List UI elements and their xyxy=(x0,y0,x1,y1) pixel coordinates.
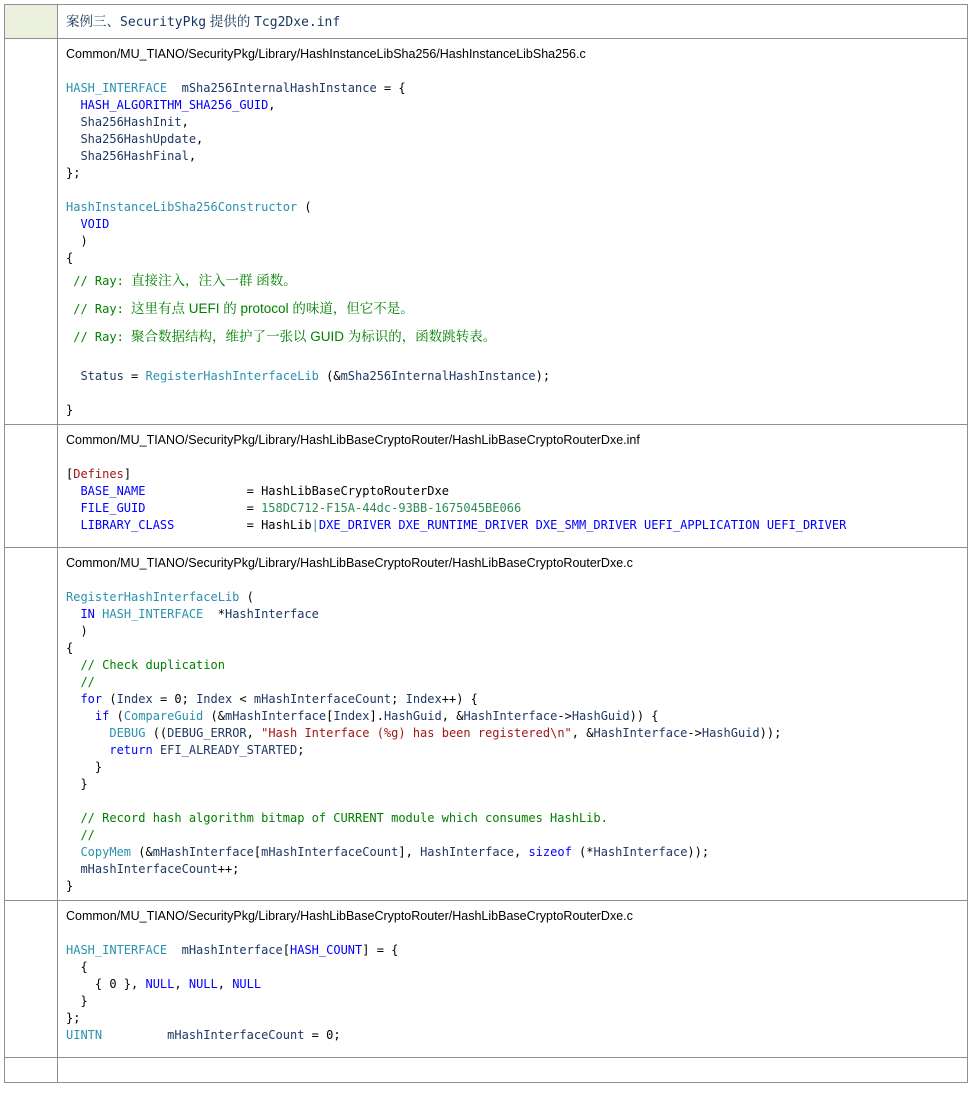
code-span: ); xyxy=(535,369,551,383)
code-span: HashInterface xyxy=(420,845,514,859)
code-span: Common/MU_TIANO/SecurityPkg/Library/HashLibBaseCryptoRouter/HashLibBaseCryptoRouterDxe.inf xyxy=(66,433,640,447)
code-span: HASH_INTERFACE xyxy=(66,81,168,95)
code-line xyxy=(66,793,959,810)
code-line xyxy=(66,216,959,233)
code-line xyxy=(66,500,959,517)
code-span xyxy=(167,943,181,957)
code-span xyxy=(153,743,160,757)
code-span: HashInterface xyxy=(593,726,688,740)
code-span: ] xyxy=(123,467,132,481)
code-line xyxy=(66,449,959,466)
code-span: RegisterHashInterfaceLib xyxy=(145,369,319,383)
code-span: (* xyxy=(571,845,594,859)
code-span: if xyxy=(94,709,110,723)
case-title-row-content xyxy=(58,5,967,38)
code-span: { xyxy=(66,641,74,655)
code-span: [ xyxy=(282,943,290,957)
code-span: = { xyxy=(376,81,406,95)
code-span: CompareGuid xyxy=(123,709,204,723)
code-span: HASH_INTERFACE xyxy=(102,607,204,621)
code-span: BASE_NAME xyxy=(66,484,146,498)
code-span: = 0; xyxy=(152,692,197,706)
code-span: 提供的 xyxy=(206,14,255,29)
code-span: 158DC712-F15A-44dc-93BB-1675045BE066 xyxy=(261,501,522,515)
code-span: }; xyxy=(66,166,81,180)
code-line xyxy=(66,742,959,759)
row-marker-cell xyxy=(5,39,58,424)
code-line xyxy=(66,908,959,925)
code-span: NULL xyxy=(145,977,175,991)
code-line xyxy=(66,589,959,606)
code-span: = xyxy=(145,501,262,515)
code-line xyxy=(66,555,959,572)
code-line xyxy=(66,351,959,368)
code-span: // Record hash algorithm bitmap of CURRENT module which consumes HashLib. xyxy=(66,811,608,825)
code-line xyxy=(66,759,959,776)
code-span: HashInterface xyxy=(463,709,558,723)
cryptorouter-array-row xyxy=(5,901,967,1058)
code-line xyxy=(66,517,959,534)
code-span: IN xyxy=(80,607,95,621)
code-line xyxy=(66,827,959,844)
code-span: HASH_ALGORITHM_SHA256_GUID xyxy=(80,98,269,112)
code-span: Common/MU_TIANO/SecurityPkg/Library/HashLibBaseCryptoRouter/HashLibBaseCryptoRouterDxe.c xyxy=(66,556,633,570)
code-line xyxy=(66,323,959,351)
code-line xyxy=(66,925,959,942)
cryptorouter-register-row xyxy=(5,548,967,901)
code-span: }; xyxy=(66,1011,81,1025)
code-span: SecurityPkg xyxy=(120,15,207,30)
row-marker-cell xyxy=(5,425,58,547)
code-span: 聚合数据结构，维护了一张以 GUID 为标识的，函数跳转表。 xyxy=(131,329,497,344)
cryptorouter-inf-row-content xyxy=(58,425,967,547)
code-span: = HashLibBaseCryptoRouterDxe xyxy=(145,484,449,498)
code-line xyxy=(66,725,959,742)
code-span: { xyxy=(66,251,74,265)
code-span: [ xyxy=(66,467,74,481)
code-span: = xyxy=(123,369,146,383)
code-span: Index xyxy=(405,692,442,706)
code-line xyxy=(66,267,959,295)
hash-instance-lib-sha256-row xyxy=(5,39,967,425)
code-span: DEBUG xyxy=(109,726,146,740)
code-line xyxy=(66,97,959,114)
code-span: HASH_INTERFACE xyxy=(66,943,168,957)
code-span: ], xyxy=(398,845,421,859)
code-span: )); xyxy=(759,726,782,740)
code-span: CopyMem xyxy=(80,845,132,859)
code-span: = HashLib xyxy=(174,518,312,532)
code-line xyxy=(66,1027,959,1044)
code-span xyxy=(66,149,80,163)
code-line xyxy=(66,861,959,878)
code-span xyxy=(66,743,109,757)
code-line xyxy=(66,114,959,131)
code-span: mHashInterfaceCount xyxy=(167,1028,305,1042)
code-line xyxy=(66,708,959,725)
code-span: , & xyxy=(441,709,464,723)
code-line xyxy=(66,402,959,419)
code-span: mSha256InternalHashInstance xyxy=(181,81,377,95)
code-span: ( xyxy=(239,590,254,604)
code-span: , & xyxy=(571,726,594,740)
code-span: )); xyxy=(687,845,710,859)
code-span: , xyxy=(514,845,529,859)
code-span: < xyxy=(232,692,254,706)
code-span xyxy=(66,98,80,112)
code-line xyxy=(66,691,959,708)
code-span: 这里有点 UEFI 的 protocol 的味道，但它不是。 xyxy=(131,301,414,316)
code-span: HashGuid xyxy=(571,709,630,723)
case-title-row xyxy=(5,5,967,39)
code-span: LIBRARY_CLASS xyxy=(66,518,175,532)
code-span: HashInterface xyxy=(224,607,319,621)
code-span: (& xyxy=(318,369,341,383)
code-span: Defines xyxy=(73,467,124,481)
code-span: Common/MU_TIANO/SecurityPkg/Library/HashLibBaseCryptoRouter/HashLibBaseCryptoRouterDxe.c xyxy=(66,909,633,923)
code-span: Common/MU_TIANO/SecurityPkg/Library/HashInstanceLibSha256/HashInstanceLibSha256.c xyxy=(66,47,586,61)
code-span: , xyxy=(188,149,197,163)
code-span: (& xyxy=(131,845,153,859)
code-span: } xyxy=(66,879,74,893)
code-line xyxy=(66,878,959,895)
code-line xyxy=(66,1010,959,1027)
code-span: HASH_COUNT xyxy=(290,943,363,957)
code-span: [ xyxy=(253,845,262,859)
code-span: // Ray: xyxy=(66,274,132,288)
row-marker-cell xyxy=(5,901,58,1057)
code-span xyxy=(66,709,95,723)
code-span: ( xyxy=(102,692,117,706)
code-span: } xyxy=(66,760,103,774)
code-line xyxy=(66,844,959,861)
code-line xyxy=(66,368,959,385)
code-span: HashInterface xyxy=(593,845,688,859)
code-span: Sha256HashUpdate xyxy=(80,132,197,146)
code-line xyxy=(66,165,959,182)
code-span: , xyxy=(196,132,204,146)
code-line xyxy=(66,623,959,640)
code-span: = 0; xyxy=(304,1028,341,1042)
code-line xyxy=(66,432,959,449)
code-span: , xyxy=(268,98,276,112)
row-marker-cell xyxy=(5,1058,58,1082)
code-span: Index xyxy=(196,692,233,706)
code-line xyxy=(66,295,959,323)
code-line xyxy=(66,131,959,148)
code-span xyxy=(66,115,80,129)
code-span: // xyxy=(66,675,95,689)
code-line xyxy=(66,810,959,827)
code-line xyxy=(66,233,959,250)
code-span: ++; xyxy=(217,862,240,876)
code-line xyxy=(66,942,959,959)
code-span xyxy=(66,369,80,383)
code-span: Index xyxy=(333,709,370,723)
code-line xyxy=(66,466,959,483)
code-span: , xyxy=(217,977,233,991)
code-span: (( xyxy=(145,726,168,740)
code-span: ( xyxy=(109,709,124,723)
code-span: // Ray: xyxy=(66,302,132,316)
code-span: , xyxy=(246,726,262,740)
code-span xyxy=(102,1028,167,1042)
code-span: HashGuid xyxy=(701,726,760,740)
code-line xyxy=(66,976,959,993)
code-span: // xyxy=(66,828,95,842)
code-span: -> xyxy=(687,726,702,740)
code-span: ; xyxy=(391,692,406,706)
code-span: Sha256HashFinal xyxy=(80,149,189,163)
code-span: // Check duplication xyxy=(66,658,225,672)
code-line xyxy=(66,993,959,1010)
code-span: "Hash Interface (%g) has been registered\n" xyxy=(261,726,572,740)
code-span: NULL xyxy=(232,977,262,991)
empty-row-content xyxy=(58,1058,967,1082)
code-line xyxy=(66,776,959,793)
code-span: } xyxy=(66,403,74,417)
code-span: -> xyxy=(557,709,572,723)
code-span: ; xyxy=(297,743,305,757)
code-line xyxy=(66,148,959,165)
code-span: DEBUG_ERROR xyxy=(167,726,247,740)
code-span: mHashInterface xyxy=(181,943,283,957)
code-span: ) xyxy=(66,234,88,248)
code-line xyxy=(66,385,959,402)
code-span: mHashInterface xyxy=(152,845,254,859)
code-span xyxy=(66,607,80,621)
code-span: NULL xyxy=(188,977,218,991)
code-span xyxy=(66,726,109,740)
code-span: FILE_GUID xyxy=(66,501,146,515)
code-span xyxy=(66,217,80,231)
code-span: )) { xyxy=(629,709,659,723)
hash-instance-lib-sha256-row-content xyxy=(58,39,967,424)
cryptorouter-register-row-content xyxy=(58,548,967,900)
code-span: ] = { xyxy=(362,943,399,957)
code-span: UINTN xyxy=(66,1028,103,1042)
code-span: ]. xyxy=(369,709,384,723)
code-line xyxy=(66,250,959,267)
code-line xyxy=(66,63,959,80)
code-span xyxy=(66,132,80,146)
code-span: } xyxy=(66,777,88,791)
empty-row xyxy=(5,1058,967,1082)
code-span: DXE_DRIVER DXE_RUNTIME_DRIVER DXE_SMM_DRIVER UEFI_APPLICATION UEFI_DRIVER xyxy=(318,518,847,532)
code-span: 案例三、 xyxy=(66,14,120,29)
code-span: for xyxy=(80,692,103,706)
code-span: } xyxy=(66,994,88,1008)
code-span: sizeof xyxy=(528,845,572,859)
code-span: // Ray: xyxy=(66,330,132,344)
code-span: 直接注入，注入一群 函数。 xyxy=(131,273,297,288)
code-span: HashGuid xyxy=(383,709,442,723)
code-line xyxy=(66,199,959,216)
code-span xyxy=(66,692,80,706)
code-span: Sha256HashInit xyxy=(80,115,182,129)
code-span: { xyxy=(66,960,88,974)
code-span xyxy=(66,845,80,859)
code-line xyxy=(66,657,959,674)
code-span: ++) { xyxy=(441,692,478,706)
code-line xyxy=(66,959,959,976)
code-span: mHashInterfaceCount xyxy=(80,862,218,876)
code-span: return xyxy=(109,743,153,757)
cryptorouter-array-row-content xyxy=(58,901,967,1057)
row-marker-cell xyxy=(5,5,58,38)
code-span: (& xyxy=(203,709,225,723)
code-line xyxy=(66,640,959,657)
code-span: VOID xyxy=(80,217,110,231)
code-span: ) xyxy=(66,624,88,638)
code-span xyxy=(66,862,80,876)
code-line xyxy=(66,46,959,63)
code-span: RegisterHashInterfaceLib xyxy=(66,590,240,604)
code-notes-table xyxy=(4,4,968,1083)
cryptorouter-inf-row xyxy=(5,425,967,548)
code-span: mHashInterfaceCount xyxy=(261,845,399,859)
row-marker-cell xyxy=(5,548,58,900)
code-line xyxy=(66,483,959,500)
code-span: mHashInterfaceCount xyxy=(253,692,392,706)
code-span: Tcg2Dxe.inf xyxy=(254,15,341,30)
code-span: { 0 }, xyxy=(66,977,146,991)
code-span: ( xyxy=(297,200,312,214)
code-line xyxy=(66,674,959,691)
code-span: Status xyxy=(80,369,124,383)
code-line xyxy=(66,606,959,623)
code-span: * xyxy=(203,607,225,621)
code-span xyxy=(167,81,181,95)
code-span: , xyxy=(181,115,189,129)
code-span: mHashInterface xyxy=(224,709,327,723)
code-span: | xyxy=(311,518,319,532)
code-line xyxy=(66,182,959,199)
code-span: Index xyxy=(116,692,153,706)
code-line xyxy=(66,572,959,589)
code-span: , xyxy=(174,977,189,991)
code-line xyxy=(66,12,959,33)
code-span: [ xyxy=(326,709,334,723)
code-line xyxy=(66,80,959,97)
code-span: mSha256InternalHashInstance xyxy=(340,369,536,383)
code-span: HashInstanceLibSha256Constructor xyxy=(66,200,298,214)
code-span: EFI_ALREADY_STARTED xyxy=(159,743,298,757)
